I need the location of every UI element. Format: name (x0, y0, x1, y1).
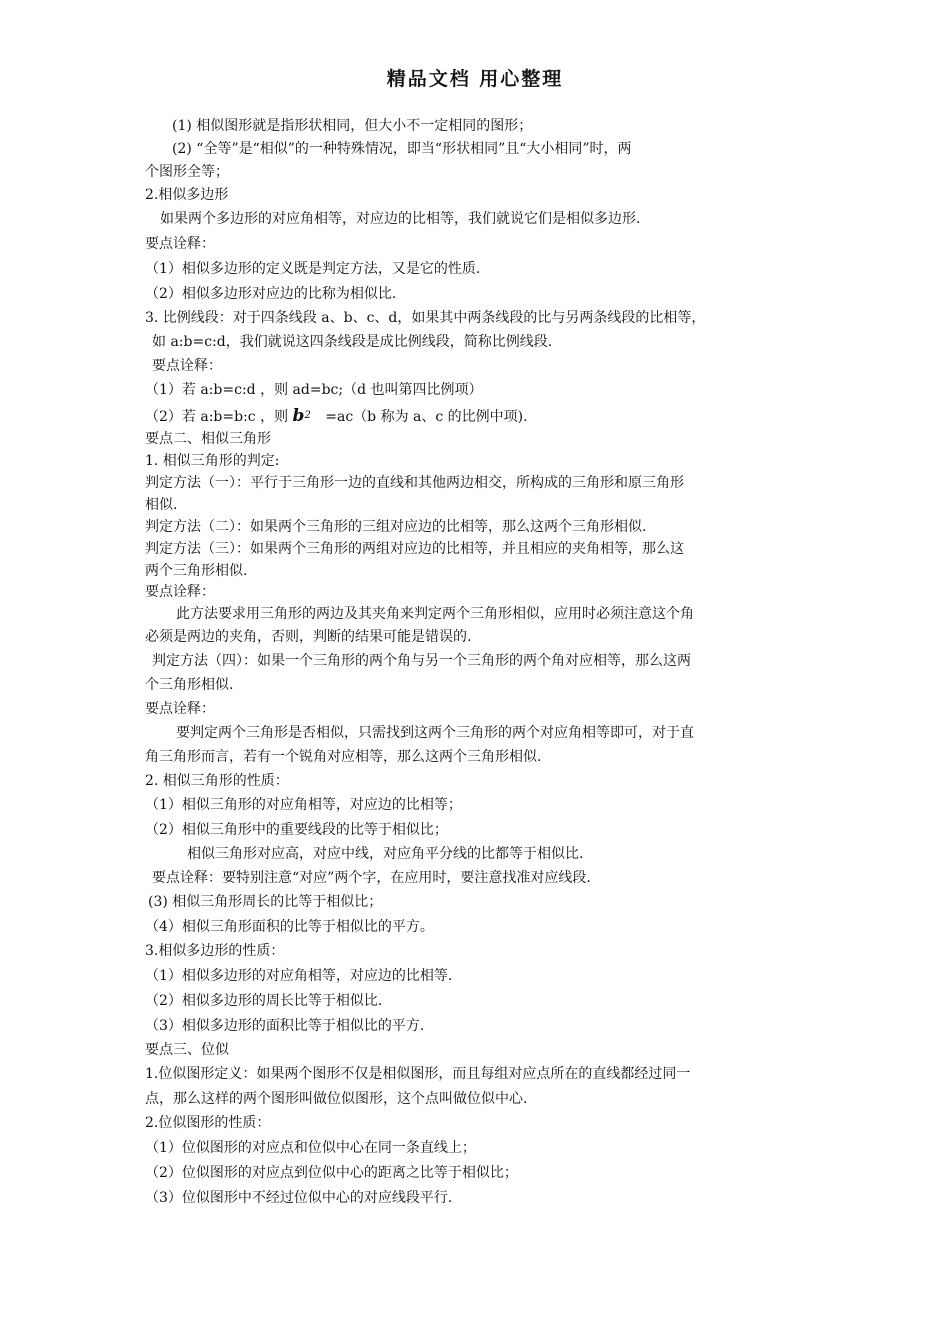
note-heading: 要点诠释： (145, 584, 215, 600)
text-line: （3）相似多边形的面积比等于相似比的平方. (145, 1018, 425, 1034)
text-line: 个三角形相似. (145, 677, 234, 693)
text-line: 判定方法（二）：如果两个三角形的三组对应边的比相等，那么这两个三角形相似. (145, 519, 647, 535)
section-heading: 3.相似多边形的性质： (145, 943, 285, 959)
text-line: (1) 相似图形就是指形状相同，但大小不一定相同的图形； (172, 118, 533, 134)
text-line: 必须是两边的夹角，否则，判断的结果可能是错误的. (145, 629, 472, 645)
section-heading: 1. 相似三角形的判定: (145, 453, 280, 469)
text-line: (2) “全等”是“相似”的一种特殊情况，即当“形状相同”且“大小相同”时，两 (172, 141, 632, 157)
text-line: （4）相似三角形面积的比等于相似比的平方。 (145, 919, 434, 935)
text-line: 要点诠释：要特别注意“对应”两个字，在应用时，要注意找准对应线段. (152, 870, 591, 886)
page-header: 精品文档 用心整理 (386, 68, 564, 90)
text-line: （1）位似图形的对应点和位似中心在同一条直线上； (145, 1140, 476, 1156)
text-line: （2）相似多边形的周长比等于相似比. (145, 993, 383, 1009)
text-line: （1）相似三角形的对应角相等，对应边的比相等； (145, 797, 462, 813)
text-line: （2）相似多边形对应边的比称为相似比. (145, 286, 397, 302)
text-segment: （2）若 a:b=b:c ，则 (145, 409, 289, 425)
text-line: 点，那么这样的两个图形叫做位似图形，这个点叫做位似中心. (145, 1091, 528, 1107)
text-segment: =ac（b 称为 a、c 的比例中项). (325, 409, 528, 425)
text-line: 个图形全等； (145, 164, 229, 180)
text-line: 相似三角形对应高，对应中线，对应角平分线的比都等于相似比. (187, 846, 584, 862)
text-line: 两个三角形相似. (145, 563, 248, 579)
note-heading: 要点诠释： (152, 358, 222, 374)
text-line: （2）相似三角形中的重要线段的比等于相似比； (145, 822, 448, 838)
text-line: （1）若 a:b=c:d ，则 ad=bc;（d 也叫第四比例项） (145, 382, 483, 398)
section-heading: 2. 相似三角形的性质： (145, 773, 289, 789)
text-line: 相似. (145, 497, 178, 513)
text-line: 判定方法（三）：如果两个三角形的两组对应边的比相等，并且相应的夹角相等，那么这 (145, 541, 684, 557)
formula-base: b (292, 406, 305, 426)
section-heading: 2.位似图形的性质： (145, 1115, 271, 1131)
text-line: 判定方法（四）：如果一个三角形的两个角与另一个三角形的两个角对应相等，那么这两 (152, 653, 691, 669)
note-heading: 要点诠释： (145, 236, 215, 252)
text-line: 判定方法（一）：平行于三角形一边的直线和其他两边相交，所构成的三角形和原三角形 (145, 475, 684, 491)
text-line: (3) 相似三角形周长的比等于相似比； (148, 894, 383, 910)
text-line (145, 407, 528, 426)
text-line: 如果两个多边形的对应角相等，对应边的比相等，我们就说它们是相似多边形. (160, 211, 641, 227)
text-line: 角三角形而言，若有一个锐角对应相等，那么这两个三角形相似. (145, 749, 542, 765)
formula-exponent: 2 (304, 410, 311, 421)
text-line: （1）相似多边形的定义既是判定方法，又是它的性质. (145, 261, 481, 277)
section-heading: 2.相似多边形 (145, 187, 229, 203)
section-heading: 要点三、位似 (145, 1042, 229, 1058)
text-line: （3）位似图形中不经过位似中心的对应线段平行. (145, 1190, 453, 1206)
note-heading: 要点诠释： (145, 701, 215, 717)
text-line: （1）相似多边形的对应角相等，对应边的比相等. (145, 968, 453, 984)
section-heading: 3. 比例线段：对于四条线段 a、b、c、d，如果其中两条线段的比与另两条线段的比相等， (145, 310, 706, 326)
formula-b-squared (293, 406, 311, 426)
text-line: 此方法要求用三角形的两边及其夹角来判定两个三角形相似，应用时必须注意这个角 (176, 606, 694, 622)
text-line: （2）位似图形的对应点到位似中心的距离之比等于相似比； (145, 1165, 518, 1181)
text-line: 如 a:b=c:d，我们就说这四条线段是成比例线段，简称比例线段. (152, 334, 553, 350)
text-line: 要判定两个三角形是否相似，只需找到这两个三角形的两个对应角相等即可，对于直 (176, 725, 694, 741)
section-heading: 要点二、相似三角形 (145, 431, 271, 447)
text-line: 1.位似图形定义：如果两个图形不仅是相似图形，而且每组对应点所在的直线都经过同一 (145, 1066, 691, 1082)
